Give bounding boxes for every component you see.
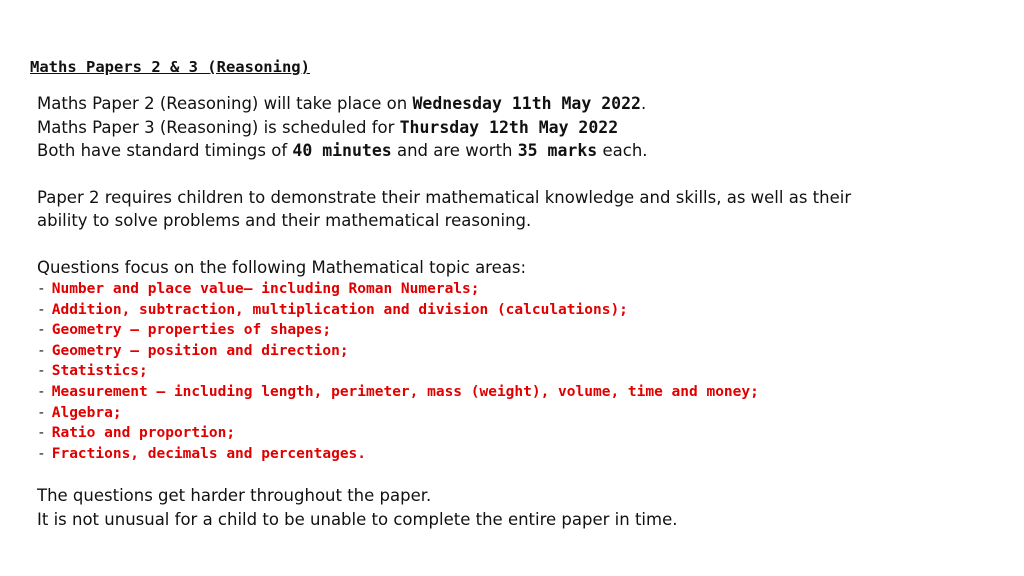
- topic-bullet: -: [37, 281, 46, 297]
- topic-text: Fractions, decimals and percentages.: [51, 445, 367, 462]
- topic-bullet: -: [37, 404, 46, 421]
- timings-end: each.: [597, 141, 648, 160]
- slide-body: [37, 92, 997, 531]
- topic-list: [37, 279, 997, 464]
- topic-bullet: -: [37, 301, 46, 318]
- paper2-date-line: [37, 92, 997, 116]
- paper3-date: Thursday 12th May 2022: [399, 117, 619, 137]
- timings-line: [37, 139, 997, 163]
- topic-text: Algebra;: [51, 404, 122, 421]
- paper2-date-text: Maths Paper 2 (Reasoning) will take place on: [37, 94, 413, 113]
- description-line-2: ability to solve problems and their mathematical reasoning.: [37, 211, 532, 230]
- topic-item: [37, 320, 997, 341]
- topic-item: [37, 444, 997, 465]
- topic-text: Ratio and proportion;: [51, 425, 236, 442]
- closing-line-2: It is not unusual for a child to be unable to complete the entire paper in time.: [37, 509, 678, 529]
- topic-bullet: -: [37, 363, 46, 380]
- paper3-date-line: [37, 116, 997, 140]
- topic-text: Number and place value– including Roman Numerals;: [51, 281, 480, 297]
- topic-bullet: -: [37, 322, 46, 339]
- paper3-date-text: Maths Paper 3 (Reasoning) is scheduled for: [37, 117, 400, 137]
- topics-heading: Questions focus on the following Mathematical topic areas:: [37, 257, 527, 277]
- topic-text: Addition, subtraction, multiplication and division (calculations);: [51, 301, 628, 318]
- duration: 40 minutes: [292, 141, 392, 160]
- topic-bullet: -: [37, 342, 46, 359]
- description-line-1: Paper 2 requires children to demonstrate their mathematical knowledge and skills, as well as their: [37, 187, 852, 207]
- paper2-date: Wednesday 11th May 2022: [412, 94, 641, 113]
- topic-text: Statistics;: [51, 363, 148, 380]
- page-title: Maths Papers 2 & 3 (Reasoning): [30, 58, 310, 76]
- topic-item: [37, 300, 997, 321]
- marks: 35 marks: [517, 141, 598, 160]
- topic-item: [37, 382, 997, 403]
- topic-item: [37, 403, 997, 424]
- topic-bullet: -: [37, 425, 46, 442]
- closing-line-1: The questions get harder throughout the paper.: [37, 486, 432, 506]
- topic-text: Measurement – including length, perimeter, mass (weight), volume, time and money;: [51, 383, 759, 400]
- topic-bullet: -: [37, 445, 46, 462]
- topic-item: [37, 341, 997, 362]
- topic-text: Geometry – position and direction;: [51, 342, 349, 359]
- timings-mid: and are worth: [391, 141, 518, 160]
- topic-text: Geometry – properties of shapes;: [51, 322, 332, 339]
- timings-text: Both have standard timings of: [37, 141, 293, 160]
- topic-item: [37, 279, 997, 300]
- topic-item: [37, 423, 997, 444]
- topic-item: [37, 361, 997, 382]
- paper2-date-period: .: [640, 94, 647, 113]
- topic-bullet: -: [37, 383, 46, 400]
